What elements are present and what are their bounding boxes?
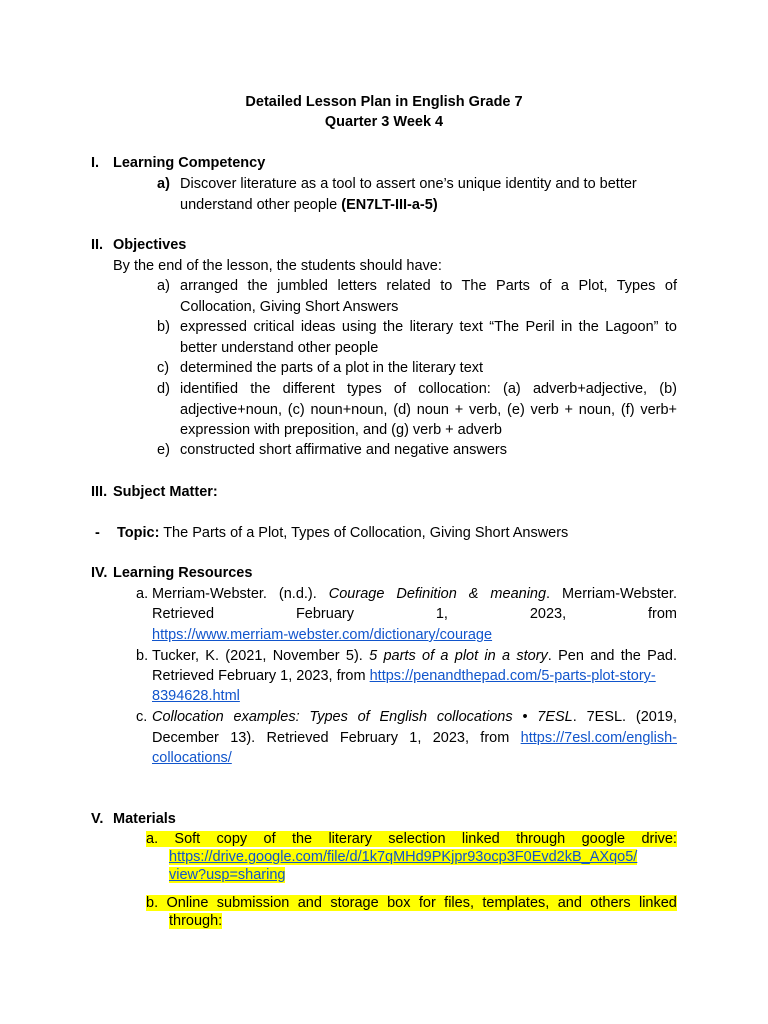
objective-b-line1: expressed critical ideas using the literary text “The Peril in the Lagoon” to: [180, 319, 677, 335]
section-number: I.: [91, 155, 100, 171]
objective-a-line1: arranged the jumbled letters related to The Parts of a Plot, Types of: [180, 278, 677, 294]
reference-a-line1: [152, 586, 677, 602]
reference-word: 1,: [435, 606, 448, 622]
objective-d-line1: identified the different types of collocation: (a) adverb+adjective, (b): [180, 381, 677, 397]
document-title: Detailed Lesson Plan in English Grade 7: [245, 94, 523, 110]
section-title: Learning Resources: [113, 565, 253, 581]
section-number: IV.: [91, 565, 108, 581]
reference-a-line3: [152, 627, 492, 643]
list-marker: a.: [136, 586, 149, 602]
competency-text-line2: [180, 197, 438, 213]
material-b-line2: [169, 913, 222, 929]
material-word: for: [418, 895, 436, 911]
section-number: II.: [91, 237, 104, 253]
section-title: Learning Competency: [113, 155, 266, 171]
document-subtitle: Quarter 3 Week 4: [324, 114, 444, 130]
material-a-line3: [169, 867, 285, 883]
reference-b-link[interactable]: https://penandthepad.com/5-parts-plot-story-: [369, 668, 656, 684]
reference-c-line3: [152, 750, 232, 766]
objective-d-line3: expression with preposition, and (g) verb + adverb: [180, 422, 502, 438]
section-heading-subject-matter: [91, 484, 218, 500]
material-word: Soft: [174, 831, 201, 847]
reference-a-line2: [152, 606, 677, 622]
reference-title: Collocation examples: Types of English collocations • 7ESL: [152, 709, 573, 725]
reference-c-line2: [152, 730, 677, 746]
reference-title: 5 parts of a plot in a story: [369, 648, 548, 664]
material-word: files,: [444, 895, 474, 911]
section-title: Subject Matter:: [113, 484, 218, 500]
material-b-line1: [146, 895, 677, 911]
list-marker: a): [157, 176, 170, 192]
section-heading-learning-competency: [91, 155, 265, 171]
section-number: III.: [91, 484, 108, 500]
section-heading-materials: [91, 811, 176, 827]
competency-text: understand other people: [180, 197, 342, 213]
material-word: box: [387, 895, 411, 911]
material-word: through: [516, 831, 566, 847]
material-a-link-cont[interactable]: view?usp=sharing: [169, 867, 286, 883]
section-number: V.: [91, 811, 104, 827]
objective-a-line2: Collocation, Giving Short Answers: [180, 299, 399, 315]
objective-c-line1: determined the parts of a plot in the literary text: [180, 360, 484, 376]
section-title: Materials: [113, 811, 176, 827]
list-marker: b.: [146, 895, 159, 911]
reference-c-link[interactable]: https://7esl.com/english-: [520, 730, 677, 746]
competency-text-line1: Discover literature as a tool to assert one’s unique identity and to better: [180, 176, 637, 192]
reference-word: February: [295, 606, 354, 622]
objectives-intro: By the end of the lesson, the students should have:: [113, 258, 442, 274]
list-marker: a): [157, 278, 170, 294]
material-word: and: [297, 895, 322, 911]
material-word: templates,: [482, 895, 550, 911]
material-word: and: [557, 895, 582, 911]
material-word: literary: [328, 831, 372, 847]
list-marker: b): [157, 319, 170, 335]
reference-text: Retrieved February 1, 2023, from: [152, 668, 370, 684]
material-a-line2: [169, 849, 637, 865]
reference-text: . Merriam-Webster.: [546, 586, 677, 602]
reference-word: from: [647, 606, 677, 622]
reference-b-line2: [152, 668, 656, 684]
material-word: others: [590, 895, 631, 911]
list-marker: c.: [136, 709, 148, 725]
list-marker: b.: [136, 648, 149, 664]
material-word: Online: [166, 895, 209, 911]
material-word: drive:: [641, 831, 677, 847]
reference-c-line1: [152, 709, 677, 725]
material-word: submission: [216, 895, 290, 911]
objective-d-line2: adjective+noun, (c) noun+noun, (d) noun + verb, (e) verb + noun, (f) verb+: [180, 402, 677, 418]
section-heading-objectives: [91, 237, 186, 253]
dash-bullet: -: [95, 525, 100, 541]
material-word: of: [263, 831, 276, 847]
reference-text: Merriam-Webster. (n.d.).: [152, 586, 329, 602]
reference-text: . 7ESL. (2019,: [572, 709, 677, 725]
list-marker: e): [157, 442, 170, 458]
material-word: copy: [216, 831, 248, 847]
topic-text: The Parts of a Plot, Types of Collocation, Giving Short Answers: [159, 525, 569, 541]
objective-e-line1: constructed short affirmative and negative answers: [180, 442, 507, 458]
topic-line: [117, 525, 568, 541]
material-word: google: [581, 831, 626, 847]
material-a-line1: [146, 831, 677, 847]
reference-c-link-cont[interactable]: collocations/: [152, 750, 232, 766]
topic-label: Topic:: [117, 525, 160, 541]
list-marker: c): [157, 360, 170, 376]
reference-a-link[interactable]: https://www.merriam-webster.com/dictionary/courage: [152, 627, 493, 643]
list-marker: a.: [146, 831, 159, 847]
material-word: selection: [388, 831, 446, 847]
material-word: linked: [461, 831, 500, 847]
material-word: linked: [638, 895, 677, 911]
section-title: Objectives: [113, 237, 187, 253]
reference-b-line3: [152, 688, 240, 704]
reference-b-link-cont[interactable]: 8394628.html: [152, 688, 240, 704]
list-marker: d): [157, 381, 170, 397]
competency-code: (EN7LT-III-a-5): [341, 197, 438, 213]
reference-word: Retrieved: [152, 606, 215, 622]
material-a-link[interactable]: https://drive.google.com/file/d/1k7qMHd9PKjpr93ocp3F0Evd2kB_AXqo5/: [169, 849, 638, 865]
reference-text: . Pen and the Pad.: [547, 648, 677, 664]
reference-text: December 13). Retrieved February 1, 2023, from: [152, 730, 521, 746]
material-text: through:: [169, 913, 223, 929]
reference-b-line1: [152, 648, 677, 664]
material-word: the: [291, 831, 313, 847]
reference-text: Tucker, K. (2021, November 5).: [152, 648, 370, 664]
section-heading-learning-resources: [91, 565, 252, 581]
reference-word: 2023,: [529, 606, 567, 622]
reference-title: Courage Definition & meaning: [328, 586, 547, 602]
material-word: storage: [330, 895, 379, 911]
objective-b-line2: better understand other people: [180, 340, 379, 356]
